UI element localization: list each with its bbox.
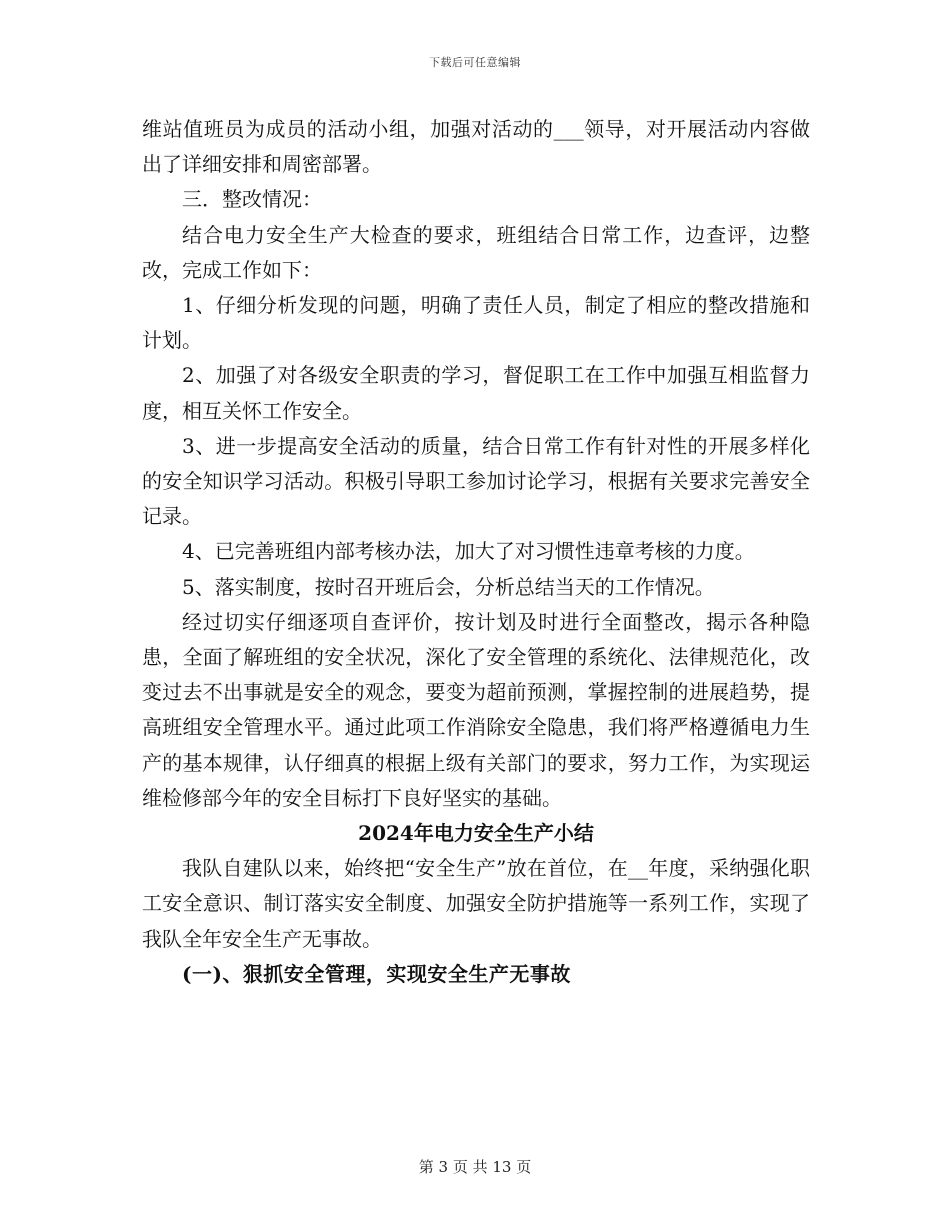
subheading: (一)、狠抓安全管理，实现安全生产无事故 — [182, 961, 571, 986]
page-header-note: 下载后可任意编辑 — [429, 56, 521, 69]
section-title: 2024年电力安全生产小结 — [358, 821, 594, 846]
list-item: 4、已完善班组内部考核办法，加大了对习惯性违章考核的力度。 — [182, 539, 755, 564]
list-item: 2、加强了对各级安全职责的学习，督促职工在工作中加强互相监督力度，相互关怀工作安全。 — [142, 363, 810, 423]
section-heading-rectification: 三．整改情况： — [182, 187, 322, 212]
list-item: 5、落实制度，按时召开班后会，分析总结当天的工作情况。 — [182, 574, 715, 599]
paragraph-conclusion: 经过切实仔细逐项自查评价，按计划及时进行全面整改，揭示各种隐患，全面了解班组的安全状况，深化了安全管理的系统化、法律规范化，改变过去不出事就是安全的观念，要变为超前预测，掌握控制的进展趋势，提高班组安全管理水平。通过此项工作消除安全隐患，我们将严格遵循电力生产的基本规律，认仔细真的根据上级有关部门的要求，努力工作，为实现运维检修部今年的安全目标打下良好坚实的基础。 — [142, 609, 810, 810]
paragraph-summary-intro: 我队自建队以来，始终把“安全生产”放在首位，在__年度，采纳强化职工安全意识、制订落实安全制度、加强安全防护措施等一系列工作，实现了我队全年安全生产无事故。 — [142, 856, 810, 951]
paragraph-intro: 结合电力安全生产大检查的要求，班组结合日常工作，边查评，边整改，完成工作如下： — [142, 222, 810, 282]
paragraph-continuation: 维站值班员为成员的活动小组，加强对活动的___领导，对开展活动内容做出了详细安排和周密部署。 — [142, 117, 810, 177]
list-item: 3、进一步提高安全活动的质量，结合日常工作有针对性的开展多样化的安全知识学习活动。积极引导职工参加讨论学习，根据有关要求完善安全记录。 — [142, 433, 810, 529]
document-body — [142, 112, 810, 992]
list-item: 1、仔细分析发现的问题，明确了责任人员，制定了相应的整改措施和计划。 — [142, 293, 810, 353]
page-number: 第 3 页 共 13 页 — [418, 1158, 532, 1176]
